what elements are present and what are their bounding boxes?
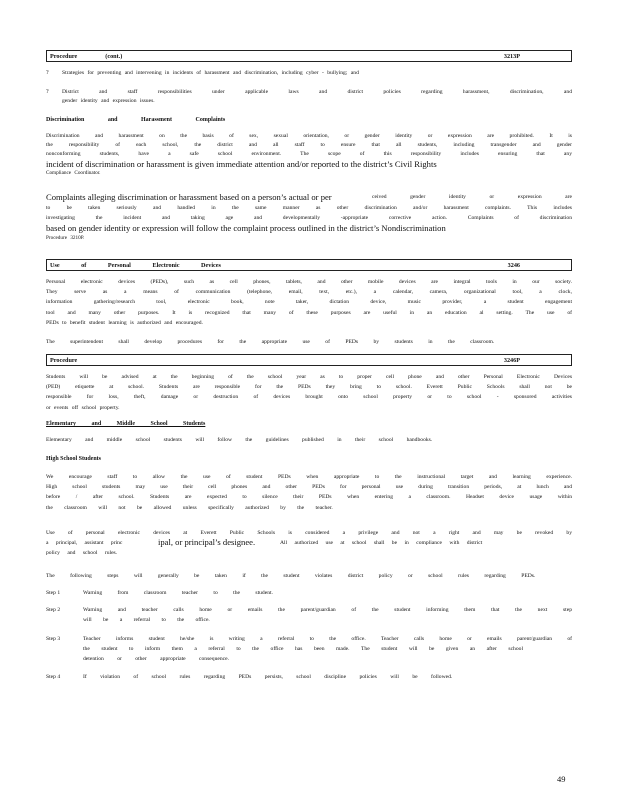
paragraph-line: a principal, assistant princ xyxy=(46,540,123,546)
paragraph-line: nonconforming students, have a safe school environment. The scope of this responsibility includes ensuring that any xyxy=(46,151,572,157)
paragraph-line: information gathering/research tool, electronic book, note taker, dictation device, music provider, a student engagement xyxy=(46,299,572,305)
header-title: Use of Personal Electronic Devices xyxy=(50,261,221,269)
paragraph-line-large: ipal, or principal’s designee. xyxy=(158,537,256,547)
section-header-personal-electronic-devices xyxy=(46,259,572,271)
section-header-procedure-cont xyxy=(46,50,572,62)
bullet-text: Strategies for preventing and intervening in incidents of harassment and discrimination, including cyber - bullying; and xyxy=(62,70,359,76)
paragraph-line: Discrimination and harassment on the basis of sex, sexual orientation, or gender identity or expression are prohibited. It is xyxy=(46,133,572,139)
subheading-elementary-middle: Elementary and Middle School Students xyxy=(46,421,206,427)
step-text: Teacher informs student he/she is writing a referral to the office. Teacher calls home or emails parent/guardian of xyxy=(83,636,572,642)
paragraph-line: The following steps will generally be taken if the student violates district policy or school rules regarding PEDs. xyxy=(46,573,536,579)
paragraph-line: policy and school rules. xyxy=(46,550,118,556)
paragraph-line: Use of personal electronic devices at Everett Public Schools is considered a privilege and not a right and may be revoked by xyxy=(46,530,572,536)
step-text: the student to inform them a referral to the office has been made. The student will be given an after school xyxy=(83,646,523,652)
paragraph-line: or events off school property. xyxy=(46,405,120,411)
paragraph-line: Procedure 3210P. xyxy=(46,235,85,241)
header-title: Procedure xyxy=(50,356,78,364)
page-number: 49 xyxy=(557,774,566,784)
paragraph-line: High school students may use their cell phones and other PEDs for personal use during transition periods, at lunch and xyxy=(46,484,572,490)
section-header-procedure xyxy=(46,354,572,366)
header-code: 3213P xyxy=(503,52,520,60)
paragraph-line: before / after school. Students are expected to silence their PEDs when entering a classroom. Headset device usage within xyxy=(46,494,572,500)
paragraph-line: Personal electronic devices (PEDs), such as cell phones, tablets, and other mobile devices are integral tools in our society. xyxy=(46,279,572,285)
header-code: 3246P xyxy=(503,356,520,364)
step-text: If violation of school rules regarding PEDs persists, school discipline policies will be followed. xyxy=(83,674,453,680)
bullet-text-line: District and staff responsibilities under applicable laws and district policies regarding harassment, discrimination, and xyxy=(62,89,572,95)
paragraph-line: PEDs to benefit student learning is authorized and encouraged. xyxy=(46,320,203,326)
paragraph-line: the responsibility of each school, the district and all staff to ensure that all students, including transgender and gender xyxy=(46,142,572,148)
paragraph-line: tool and many other purposes. It is recognized that many of these purposes are useful in an education al setting. The use of xyxy=(46,310,572,316)
step-label: Step 2 xyxy=(46,607,61,613)
bullet-mark: ? xyxy=(46,89,49,95)
paragraph-line: Compliance Coordinator. xyxy=(46,170,101,176)
step-text: detention or other appropriate consequence. xyxy=(83,656,230,662)
paragraph-line-large: based on gender identity or expression will follow the complaint process outlined in the district’s Nondiscrimination xyxy=(46,223,446,233)
header-code: 3246 xyxy=(507,261,520,269)
paragraph-line-large: incident of discrimination or harassment is given immediate attention and/or reported to the district’s Civil Rights xyxy=(46,159,437,169)
step-text: Warning and teacher calls home or emails the parent/guardian of the student informing them that the next step xyxy=(83,607,572,613)
step-label: Step 4 xyxy=(46,674,61,680)
paragraph-line: ceived gender identity or expression are xyxy=(372,194,572,200)
paragraph-line: We encourage staff to allow the use of student PEDs when appropriate to the instructional target and learning experience. xyxy=(46,474,572,480)
bullet-mark: ? xyxy=(46,70,49,76)
paragraph-line: Elementary and middle school students will follow the guidelines published in their school handbooks. xyxy=(46,437,433,443)
paragraph-line: (PED) etiquette at school. Students are responsible for the PEDs they bring to school. Everett Public Schools shall not be xyxy=(46,384,572,390)
step-label: Step 1 xyxy=(46,590,61,596)
paragraph-line: Students will be advised at the beginning of the school year as to proper cell phone and other Personal Electronic Devices xyxy=(46,374,572,380)
step-label: Step 3 xyxy=(46,636,61,642)
header-title: Procedure xyxy=(50,52,78,60)
paragraph-line: investigating the incident and taking age and developmentally -appropriate corrective action. Complaints of discrimination xyxy=(46,215,572,221)
paragraph-line: The superintendent shall develop procedures for the appropriate use of PEDs by students in the classroom. xyxy=(46,339,495,345)
paragraph-line-large: Complaints alleging discrimination or harassment based on a person’s actual or per xyxy=(46,192,332,202)
paragraph-line: the classroom will not be allowed unless specifically authorized by the teacher. xyxy=(46,505,333,511)
header-cont: (cont.) xyxy=(105,52,123,60)
paragraph-line: They serve as a means of communication (telephone, email, text, etc.), a calendar, camera, organizational tool, a clock, xyxy=(46,289,572,295)
step-text: Warning from classroom teacher to the student. xyxy=(83,590,273,596)
paragraph-line: All authorized use at school shall be in compliance with district xyxy=(280,540,483,546)
subheading-high-school: High School Students xyxy=(46,456,102,462)
paragraph-line: responsible for loss, theft, damage or destruction of devices brought onto school property or to school - sponsored activities xyxy=(46,394,572,400)
bullet-text-line: gender identity and expression issues. xyxy=(62,98,155,104)
step-text: will be a referral to the office. xyxy=(83,617,210,623)
section-heading-discrimination: Discrimination and Harassment Complaints xyxy=(46,117,226,123)
paragraph-line: to be taken seriously and handled in the same manner as other discrimination and/or harassment complaints. This includes xyxy=(46,205,572,211)
